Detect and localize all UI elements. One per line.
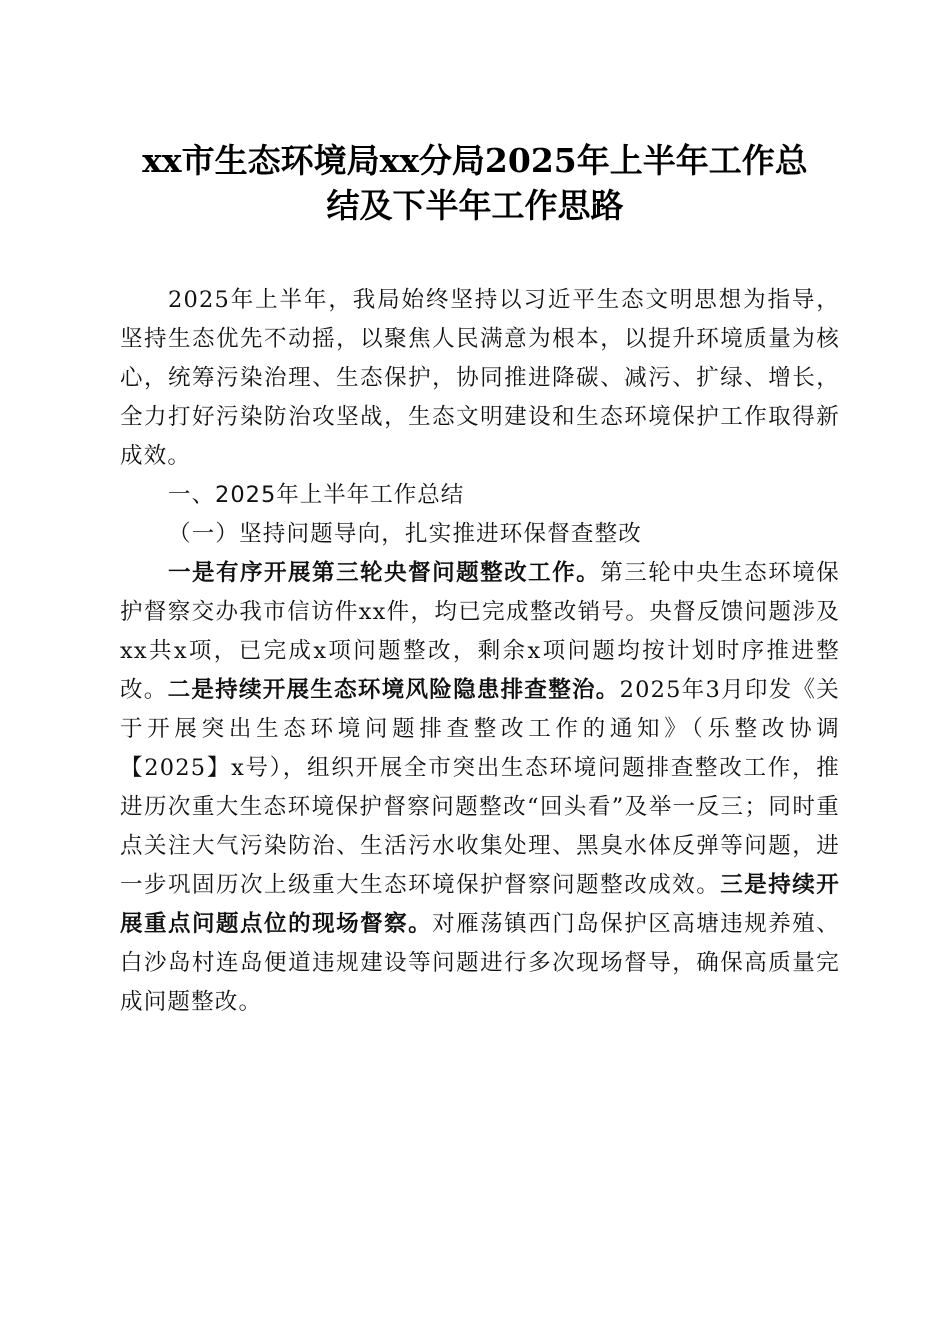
paragraph-body-1: 第三轮中央生态环境保护督察交办我市信访件xx件，均已完成整改销号。央督反馈问题涉及xx共x项，已完成x项问题整改，剩余x项问题均按计划时序推进整改。 [120,560,840,703]
document-title [110,138,840,228]
subsection-heading: （一）坚持问题导向，扎实推进环保督查整改 [168,521,643,547]
body-paragraph [120,554,840,1022]
paragraph-lead-2: 二是持续开展生态环境风险隐患排查整治。 [167,677,620,703]
section-heading: 一、2025年上半年工作总结 [168,482,465,508]
title-line-1: xx市生态环境局xx分局2025年上半年工作总 [142,141,808,180]
document-body [120,281,840,1022]
paragraph-body-3: 对雁荡镇西门岛保护区高塘违规养殖、白沙岛村连岛便道违规建设等问题进行多次现场督导，确保高质量完成问题整改。 [120,911,840,1015]
title-line-2: 结及下半年工作思路 [326,186,624,225]
paragraph-body-2: 2025年3月印发《关于开展突出生态环境问题排查整改工作的通知》（乐整改协调【2025】x号），组织开展全市突出生态环境问题排查整改工作，推进历次重大生态环境保护督察问题整改“回头看”及举一反三；同时重点关注大气污染防治、生活污水收集处理、黑臭水体反弹等问题，进一步巩固历次上级重大生态环境保护督察问题整改成效。 [120,677,840,898]
paragraph-lead-3: 三是持续开展重点问题点位的现场督察。 [120,872,840,937]
paragraph-lead-1: 一是有序开展第三轮央督问题整改工作。 [168,560,601,586]
intro-paragraph: 2025年上半年，我局始终坚持以习近平生态文明思想为指导，坚持生态优先不动摇，以聚焦人民满意为根本，以提升环境质量为核心，统筹污染治理、生态保护，协同推进降碳、减污、扩绿、增长，全力打好污染防治攻坚战，生态文明建设和生态环境保护工作取得新成效。 [120,287,840,469]
